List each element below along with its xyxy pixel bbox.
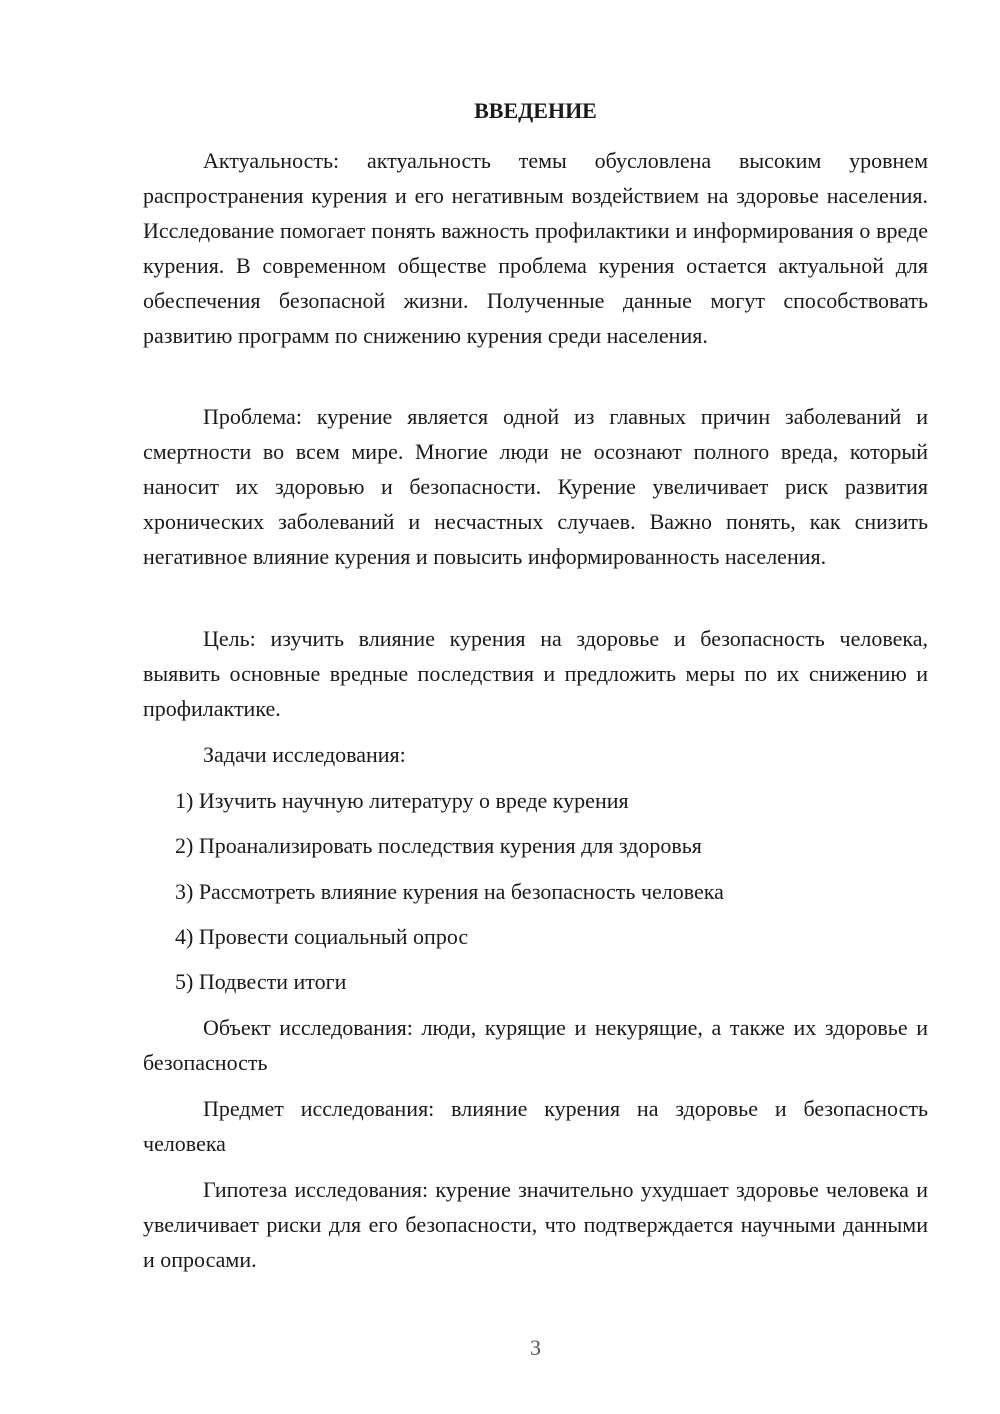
- task-item: 3) Рассмотреть влияние курения на безопасность человека: [175, 879, 724, 904]
- paragraph-problem: Проблема: курение является одной из главных причин заболеваний и смертности во всем мире. Многие люди не осознают полного вреда, который наносит их здоровью и безопасности. Курение увеличивает риск развития хронических заболеваний и несчастных случаев. Важно понять, как снизить негативное влияние курения и повысить информированность населения.: [143, 404, 928, 569]
- page-number: 3: [530, 1335, 541, 1360]
- tasks-heading: Задачи исследования:: [203, 742, 406, 767]
- paragraph-hypothesis: Гипотеза исследования: курение значительно ухудшает здоровье человека и увеличивает риски для его безопасности, что подтверждается научными данными и опросами.: [143, 1177, 928, 1272]
- paragraph-subject: Предмет исследования: влияние курения на здоровье и безопасность человека: [143, 1096, 928, 1156]
- task-item: 4) Провести социальный опрос: [175, 924, 469, 949]
- task-item: 5) Подвести итоги: [175, 969, 347, 994]
- page-title: ВВЕДЕНИЕ: [474, 98, 597, 123]
- paragraph-object: Объект исследования: люди, курящие и некурящие, а также их здоровье и безопасность: [143, 1015, 928, 1075]
- paragraph-goal: Цель: изучить влияние курения на здоровье и безопасность человека, выявить основные вредные последствия и предложить меры по их снижению и профилактике.: [143, 626, 928, 721]
- task-item: 2) Проанализировать последствия курения для здоровья: [175, 833, 702, 858]
- task-item: 1) Изучить научную литературу о вреде курения: [175, 788, 629, 813]
- paragraph-relevance: Актуальность: актуальность темы обусловлена высоким уровнем распространения курения и его негативным воздействием на здоровье населения. Исследование помогает понять важность профилактики и информирования о вреде курения. В современном обществе проблема курения остается актуальной для обеспечения безопасной жизни. Полученные данные могут способствовать развитию программ по снижению курения среди населения.: [143, 148, 928, 348]
